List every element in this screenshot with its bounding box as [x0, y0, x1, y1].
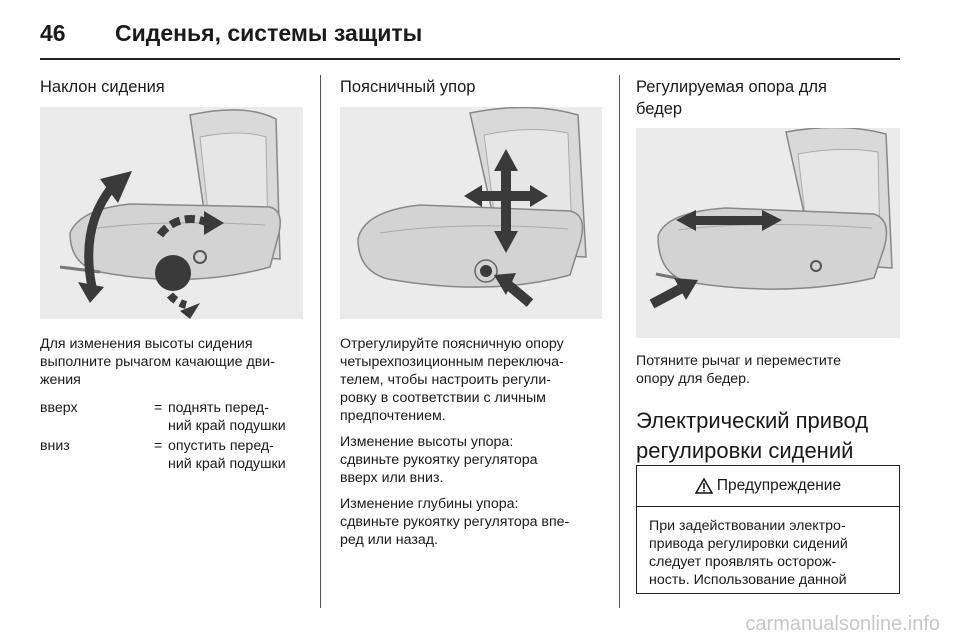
- section-heading: Регулируемая опора для: [636, 78, 827, 96]
- intro-line: Для изменения высоты сидения: [40, 336, 253, 352]
- page-title: Сиденья, системы защиты: [115, 20, 423, 46]
- option-value-line: поднять перед-: [168, 400, 269, 416]
- adjust-options: [40, 399, 303, 473]
- column-divider: [320, 75, 321, 608]
- body-line: опору для бедер.: [636, 371, 750, 387]
- section-title: Электрический привод: [636, 408, 869, 433]
- column-thigh-support: [636, 76, 900, 466]
- warning-body: [637, 507, 899, 599]
- warning-triangle-icon: [695, 478, 713, 494]
- option-key: вниз: [40, 438, 70, 454]
- warning-header: [637, 466, 899, 507]
- option-key: вверх: [40, 400, 78, 416]
- intro-line: жения: [40, 372, 81, 388]
- section-heading: Наклон сидения: [40, 78, 165, 96]
- column-lumbar-support: [340, 76, 602, 549]
- seat-tilt-illustration: [40, 107, 303, 319]
- option-value: [168, 437, 303, 473]
- warning-line: ность. Использование данной: [649, 572, 847, 588]
- option-row: [40, 437, 303, 473]
- option-row: [40, 399, 303, 435]
- body-line: предпочтением.: [340, 408, 446, 424]
- warning-line: При задействовании электро-: [649, 518, 846, 534]
- section-heading: бедер: [636, 100, 683, 118]
- option-equals: =: [154, 400, 163, 416]
- option-equals: =: [154, 438, 163, 454]
- body-line: четырехпозиционным переключа-: [340, 354, 564, 370]
- option-value-line: ний край подушки: [168, 456, 286, 472]
- column-divider: [619, 75, 620, 608]
- body-line: Изменение глубины упора:: [340, 496, 519, 512]
- warning-box: [636, 465, 900, 594]
- section-title: регулировки сидений: [636, 438, 854, 463]
- thigh-support-illustration: [636, 128, 900, 338]
- body-line: Потяните рычаг и переместите: [636, 353, 841, 369]
- header-divider: [40, 58, 900, 60]
- warning-line: следует проявлять осторож-: [649, 554, 837, 570]
- body-line: телем, чтобы настроить регули-: [340, 372, 551, 388]
- lumbar-support-illustration: [340, 107, 602, 319]
- option-value-line: ний край подушки: [168, 418, 286, 434]
- body-line: сдвиньте рукоятку регулятора: [340, 452, 538, 468]
- body-line: вверх или вниз.: [340, 470, 444, 486]
- page-number: 46: [40, 20, 66, 46]
- intro-line: выполните рычагом качающие дви-: [40, 354, 275, 370]
- body-line: Изменение высоты упора:: [340, 434, 514, 450]
- option-value: [168, 399, 303, 435]
- body-line: Отрегулируйте поясничную опору: [340, 336, 564, 352]
- body-line: ровку в соответствии с личным: [340, 390, 546, 406]
- page-header: [40, 14, 900, 58]
- body-line: сдвиньте рукоятку регулятора впе-: [340, 514, 570, 530]
- body-line: ред или назад.: [340, 532, 438, 548]
- warning-title: Предупреждение: [716, 477, 842, 494]
- warning-line: привода регулировки сидений: [649, 536, 848, 552]
- option-value-line: опустить перед-: [168, 438, 274, 454]
- column-seat-tilt: [40, 76, 303, 475]
- section-heading: Поясничный упор: [340, 78, 476, 96]
- watermark: carmanualsonline.info: [745, 613, 940, 635]
